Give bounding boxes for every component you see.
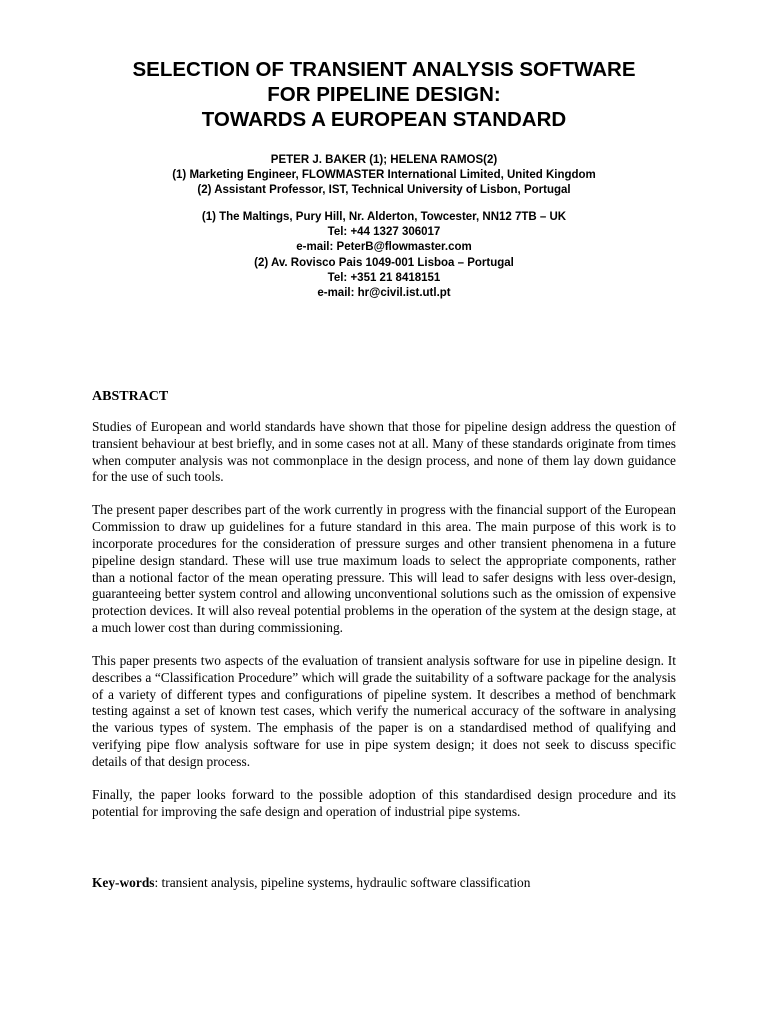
keywords-text: : transient analysis, pipeline systems, hydraulic software classification [154,875,531,890]
contact-block [60,210,708,301]
abstract-heading: ABSTRACT [92,389,169,404]
author-block [60,153,708,197]
address-line-1: (1) The Maltings, Pury Hill, Nr. Alderton, Towcester, NN12 7TB – UK [201,211,567,223]
title-line-3: TOWARDS A EUROPEAN STANDARD [201,108,567,131]
phone-2: Tel: +351 21 8418151 [327,271,441,284]
title-line-2: FOR PIPELINE DESIGN: [267,83,501,106]
title-line-1: SELECTION OF TRANSIENT ANALYSIS SOFTWARE [132,58,636,81]
abstract-body [92,419,676,836]
email-2: e-mail: hr@civil.ist.utl.pt [317,287,451,300]
abstract-paragraph-2: The present paper describes part of the work currently in progress with the financial support of the European Commission to draw up guidelines for a future standard in this area. The main purpose of this work is to incorporate procedures for the consideration of pressure surges and other transient phenomena in a future pipeline design standard. These will use true maximum loads to select the appropriate components, rather than a notional factor of the mean operating pressure. This will lead to safer designs with less over-design, guaranteeing better system control and allowing unconventional solutions such as the omission of expensive protection devices. It will also reveal potential problems in the operation of the system at the design stage, at a much lower cost than during commissioning. [92,502,676,635]
abstract-paragraph-1: Studies of European and world standards have shown that those for pipeline design address the question of transient behaviour at best briefly, and in some cases not at all. Many of these standards originate from times when computer analysis was not commonplace in the design process, and none of them lay down guidance for the use of such tools. [92,419,676,485]
abstract-paragraph-3: This paper presents two aspects of the evaluation of transient analysis software for use in pipeline design. It describes a “Classification Procedure” which will grade the suitability of a software package for the analysis of a variety of different types and configurations of pipeline system. It describes a method of benchmark testing against a set of known test cases, which verify the numerical accuracy of the software in analysing the various types of system. The emphasis of the paper is on a standardised method of qualifying and verifying pipe flow analysis software for use in pipe system design; it does not seek to discuss specific details of that design process. [92,652,676,769]
email-1: e-mail: PeterB@flowmaster.com [296,241,472,254]
phone-1: Tel: +44 1327 306017 [327,226,441,239]
author-names: PETER J. BAKER (1); HELENA RAMOS(2) [270,154,498,166]
author-affiliation-1: (1) Marketing Engineer, FLOWMASTER International Limited, United Kingdom [172,168,596,181]
keywords-line [92,874,530,891]
keywords-label: Key-words [92,875,155,890]
paper-title [60,57,708,132]
address-line-2: (2) Av. Rovisco Pais 1049-001 Lisboa – Portugal [254,256,514,269]
author-affiliation-2: (2) Assistant Professor, IST, Technical University of Lisbon, Portugal [197,183,571,196]
abstract-paragraph-4: Finally, the paper looks forward to the possible adoption of this standardised design procedure and its potential for improving the safe design and operation of industrial pipe systems. [92,786,676,819]
